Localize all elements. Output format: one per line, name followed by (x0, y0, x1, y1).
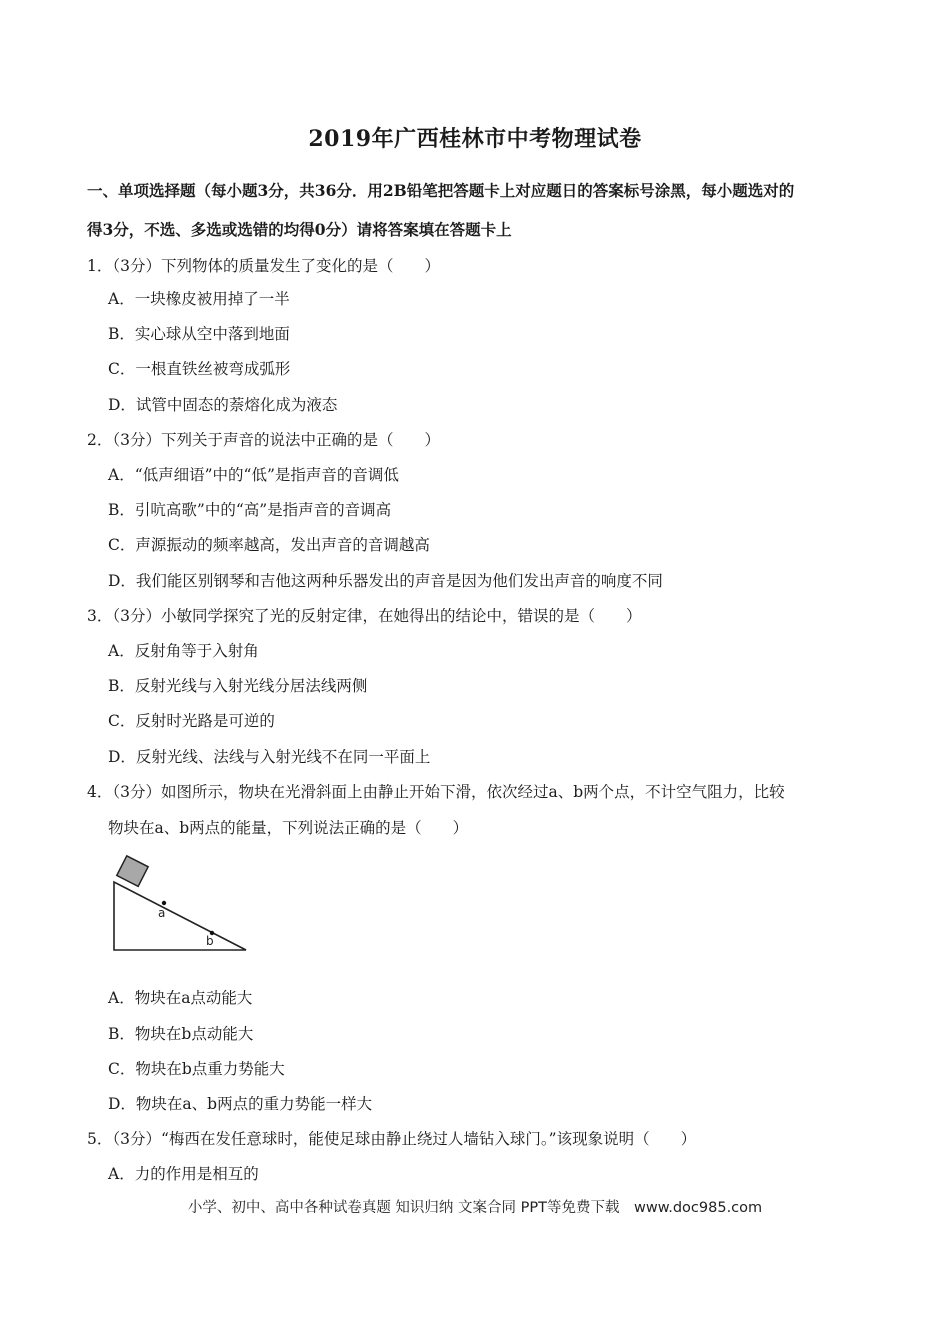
question-3-stem: 3．（3分）小敏同学探究了光的反射定律，在她得出的结论中，错误的是（ ） (87, 607, 642, 625)
question-1-option-c: C．一根直铁丝被弯成弧形 (108, 360, 291, 378)
question-3-option-a: A．反射角等于入射角 (108, 642, 259, 660)
point-b-label: b (206, 934, 214, 948)
question-4-option-b: B．物块在b点动能大 (108, 1025, 254, 1043)
page-title: 2019年广西桂林市中考物理试卷 (308, 126, 642, 152)
question-4-option-d: D．物块在a、b两点的重力势能一样大 (108, 1095, 373, 1113)
question-1-option-b: B．实心球从空中落到地面 (108, 325, 290, 343)
question-3-option-c: C．反射时光路是可逆的 (108, 712, 275, 730)
question-2-option-d: D．我们能区别钢琴和吉他这两种乐器发出的声音是因为他们发出声音的响度不同 (108, 572, 663, 590)
section-heading-line-1: 一、单项选择题（每小题3分，共36分．用2B铅笔把答题卡上对应题日的答案标号涂黑，每小题选对的 (87, 181, 795, 200)
question-2-option-a: A．“低声细语”中的“低”是指声音的音调低 (108, 466, 399, 484)
question-2-stem: 2．（3分）下列关于声音的说法中正确的是（ ） (87, 431, 440, 449)
question-4-option-a: A．物块在a点动能大 (108, 989, 253, 1007)
block (117, 856, 148, 886)
point-a-dot (162, 901, 166, 905)
incline-figure (108, 852, 253, 957)
question-5-stem: 5．（3分）“梅西在发任意球时，能使足球由静止绕过人墙钻入球门。”该现象说明（ ） (87, 1130, 697, 1148)
page-footer: 小学、初中、高中各种试卷真题 知识归纳 文案合同 PPT等免费下载 www.doc985.com (187, 1200, 763, 1216)
question-4-option-c: C．物块在b点重力势能大 (108, 1060, 285, 1078)
incline-ramp (114, 882, 246, 950)
question-3-option-b: B．反射光线与入射光线分居法线两侧 (108, 677, 368, 695)
question-2-option-b: B．引吭高歌”中的“高”是指声音的音调高 (108, 501, 392, 519)
question-2-option-c: C．声源振动的频率越高，发出声音的音调越高 (108, 536, 430, 554)
question-4-stem-continued: 物块在a、b两点的能量，下列说法正确的是（ ） (108, 819, 469, 837)
question-4-stem: 4．（3分）如图所示，物块在光滑斜面上由静止开始下滑，依次经过a、b两个点，不计空气阻力，比较 (87, 783, 785, 801)
question-1-option-d: D．试管中固态的萘熔化成为液态 (108, 396, 338, 414)
question-5-option-a: A．力的作用是相互的 (108, 1165, 259, 1183)
question-1-option-a: A．一块橡皮被用掉了一半 (108, 290, 290, 308)
question-1-stem: 1．（3分）下列物体的质量发生了变化的是（ ） (87, 257, 440, 275)
question-3-option-d: D．反射光线、法线与入射光线不在同一平面上 (108, 748, 431, 766)
point-a-label: a (158, 906, 166, 920)
section-heading-line-2: 得3分，不选、多选或选错的均得0分）请将答案填在答题卡上 (87, 220, 512, 239)
